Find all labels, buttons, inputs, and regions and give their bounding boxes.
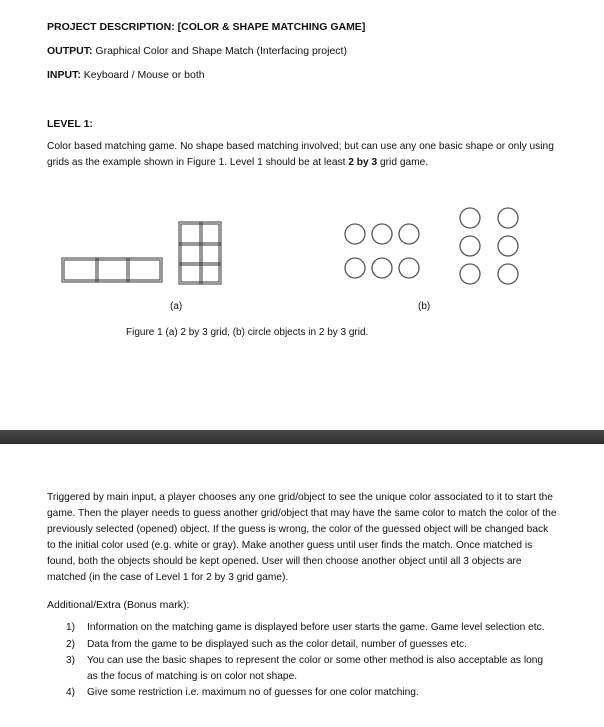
list-item: 3) You can use the basic shapes to represent the color or some other method is also acceptable as long as the focus of matching is on color not shape. <box>66 655 544 682</box>
additional-heading: Additional/Extra (Bonus mark): <box>47 599 190 611</box>
figure-label-a: (a) <box>170 301 183 312</box>
circles-vertical <box>460 208 518 284</box>
list-item: 2) Data from the game to be displayed such as the color detail, number of guesses etc. <box>66 638 467 650</box>
bonus-list <box>66 620 556 702</box>
level-1-heading: LEVEL 1: <box>47 118 93 130</box>
figure-1-drawing <box>0 0 604 300</box>
output-label: OUTPUT: <box>47 45 93 57</box>
level-desc-part1: Color based matching game. No shape based matching involved; but can use any one basic shape or only using grids as the example shown in Figure 1. Level 1 should be at least <box>47 141 554 168</box>
level-desc-part2: grid game. <box>377 157 429 168</box>
vertical-grid-2-by-3 <box>179 222 221 284</box>
list-item: 4) Give some restriction i.e. maximum no of guesses for one color matching. <box>66 687 419 698</box>
input-value: Keyboard / Mouse or both <box>80 69 205 81</box>
horizontal-grid <box>62 258 162 282</box>
game-description-paragraph: Triggered by main input, a player chooses any one grid/object to see the unique color associated to it to start the game. Then the player needs to guess another grid/object that may have the same color to match the color of the previously selected (opened) object. If the guess is wrong, the color of the guessed object will be changed back to the initial color used (e.g. white or gray). Make another guess until user finds the match. Once matched is found, both the objects should be kept opened. User will then choose another object until all 3 objects are matched (in the case of Level 1 for 2 by 3 grid game). <box>47 492 557 583</box>
level-desc-bold: 2 by 3 <box>348 157 378 168</box>
page-divider <box>0 430 604 444</box>
document-page-2 <box>0 444 604 727</box>
figure-caption: Figure 1 (a) 2 by 3 grid, (b) circle objects in 2 by 3 grid. <box>126 327 369 338</box>
figure-label-b: (b) <box>418 301 431 312</box>
output-value: Graphical Color and Shape Match (Interfacing project) <box>92 45 347 57</box>
project-description-heading: PROJECT DESCRIPTION: [COLOR & SHAPE MATCHING GAME] <box>47 21 366 33</box>
list-item: 1) Information on the matching game is displayed before user starts the game. Game level selection etc. <box>66 622 545 633</box>
circles-horizontal <box>345 224 419 278</box>
input-label: INPUT: <box>47 69 81 81</box>
